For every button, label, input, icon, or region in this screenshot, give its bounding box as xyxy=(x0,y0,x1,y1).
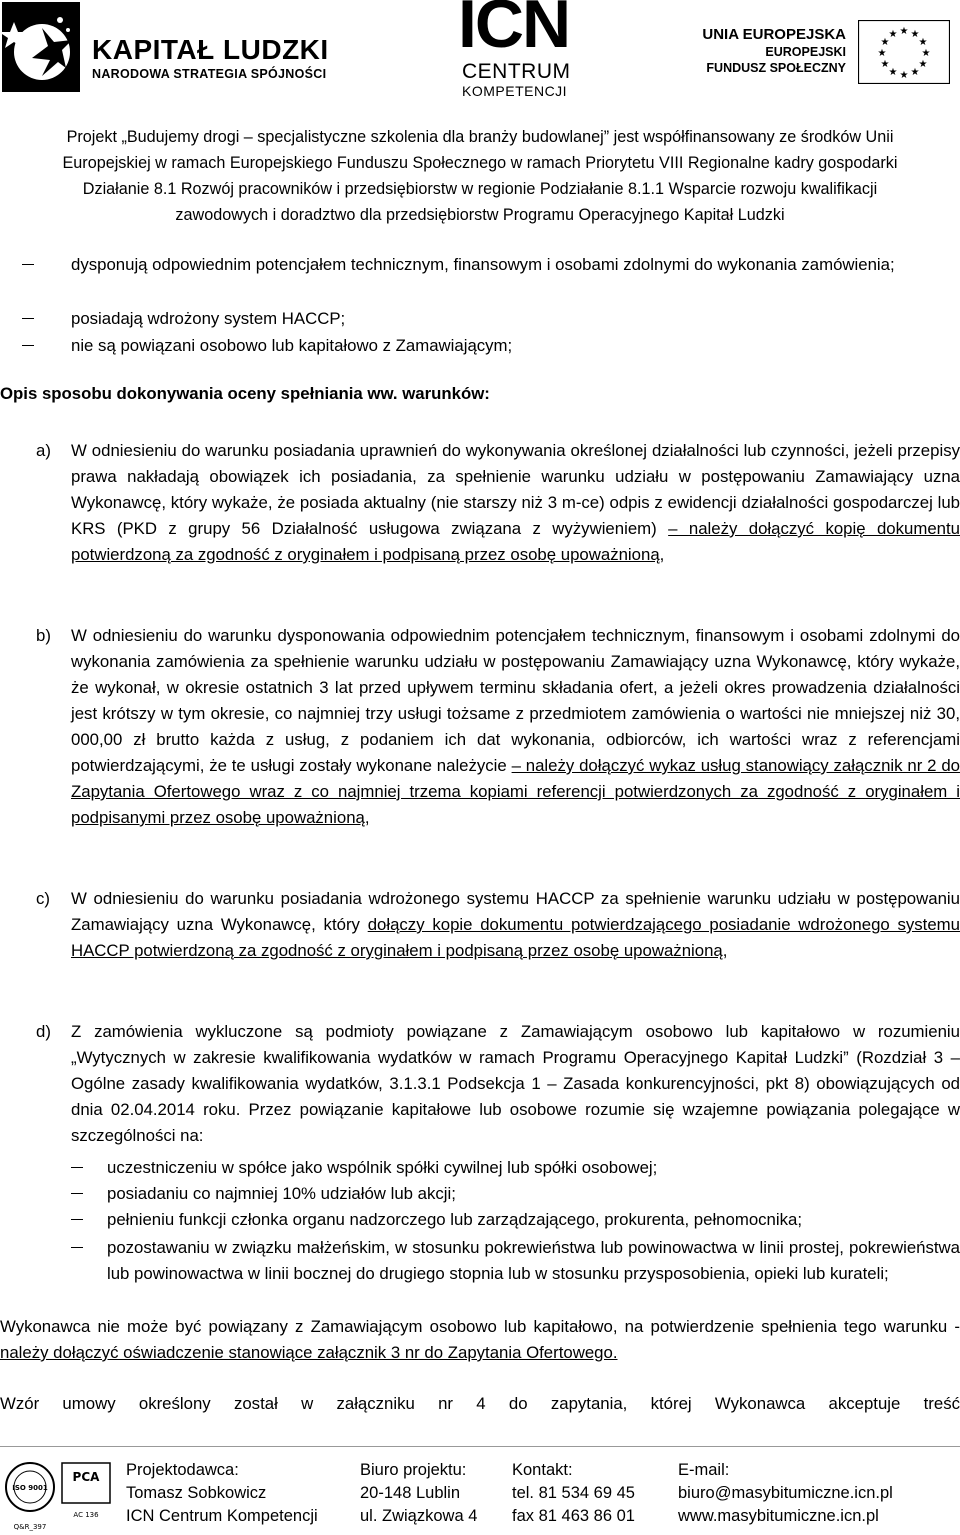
iso-label: ISO 9001 xyxy=(12,1484,48,1492)
condition-text: posiadają wdrożony system HACCP; xyxy=(71,309,346,328)
relation-item xyxy=(71,1155,960,1181)
footer-value: ul. Związkowa 4 xyxy=(360,1507,478,1525)
eu-flag-icon xyxy=(858,20,950,84)
closing-paragraph xyxy=(0,1314,960,1368)
paragraph-body: W odniesieniu do warunku posiadania wdrożonego systemu HACCP za spełnienie warunku udziału w postępowaniu Zamawiający uzna Wykonawcę, który xyxy=(71,889,960,934)
svg-text:★: ★ xyxy=(921,48,931,59)
footer-label: E-mail: xyxy=(678,1461,730,1479)
kapital-ludzki-emblem-icon xyxy=(2,2,80,92)
icn-wordmark: ICN xyxy=(458,0,570,62)
svg-text:★: ★ xyxy=(910,67,920,78)
project-note xyxy=(0,124,960,228)
paragraph-body: W odniesieniu do warunku posiadania uprawnień do wykonywania określonej działalności lub czynności, jeżeli przepisy prawa nakładają obowiązek ich posiadania, za spełnienie warunku udziału w postępowaniu Zamawiający uzna Wykonawcę, który wykaże, że posiada aktualny (nie starszy niż 3 m-ce) odpis z ewidencji działalności gospodarczej lub KRS (PKD z grupy 56 Działalność usługowa związana z wyżywieniem) xyxy=(71,441,960,538)
icn-logo xyxy=(456,0,576,104)
footer-projektodawca xyxy=(126,1459,318,1528)
footer-label: Projektodawca: xyxy=(126,1461,239,1479)
paragraph-tail: , xyxy=(659,545,665,564)
paragraph-body: W odniesieniu do warunku dysponowania odpowiednim potencjałem technicznym, finansowym i osobami zdolnymi do wykonania zamówienia za spełnienie warunku udziału w postępowaniu Zamawiający uzna Wykonawcę, który wykaże, że wykonał, w okresie ostatnich 3 lat przed upływem terminu składania ofert, a jeżeli okres prowadzenia działalności jest krótszy w tym okresie, co najmniej trzy usługi tożsame z przedmiotem zamówienia o wartości nie mniejszej niż 30, 000,00 zł brutto każda z usług, z podaniem ich dat wykonania, odbiorców, ich wartości wraz z referencjami potwierdzającymi, że te usługi zostały wykonane należycie xyxy=(71,626,960,775)
paragraph-text xyxy=(71,886,960,964)
paragraph-a xyxy=(0,438,960,598)
condition-item xyxy=(0,306,960,332)
certification-badges-icon xyxy=(4,1455,116,1535)
relation-text: pełnieniu funkcji członka organu nadzorczego lub zarządzającego, prokurenta, pełnomocnika; xyxy=(107,1210,802,1229)
dash-bullet-icon xyxy=(22,264,34,265)
dash-bullet-icon xyxy=(71,1247,83,1248)
svg-text:★: ★ xyxy=(899,26,909,37)
project-line: Projekt „Budujemy drogi – specjalistyczne szkolenia dla branży budowlanej” jest współfinansowany ze środków Unii xyxy=(66,128,894,146)
project-line: zawodowych i doradztwo dla przedsiębiorstw Programu Operacyjnego Kapitał Ludzki xyxy=(175,206,785,224)
eu-line1: UNIA EUROPEJSKA xyxy=(702,26,846,43)
dash-bullet-icon xyxy=(22,318,34,319)
condition-text: nie są powiązani osobowo lub kapitałowo z Zamawiającym; xyxy=(71,336,513,355)
svg-text:★: ★ xyxy=(899,70,909,81)
paragraph-letter: a) xyxy=(36,441,51,460)
dash-bullet-icon xyxy=(71,1167,83,1168)
relation-item xyxy=(71,1207,960,1233)
svg-text:★: ★ xyxy=(888,29,898,40)
footer-value: 20-148 Lublin xyxy=(360,1484,460,1502)
paragraph-text xyxy=(71,623,960,831)
pca-label: PCA xyxy=(72,1470,100,1484)
paragraph-letter: c) xyxy=(36,889,50,908)
eu-logo xyxy=(700,20,958,90)
dash-bullet-icon xyxy=(71,1219,83,1220)
paragraph-d xyxy=(0,1019,960,1153)
eu-text xyxy=(702,26,846,76)
svg-text:★: ★ xyxy=(918,59,928,70)
closing-body: Wykonawca nie może być powiązany z Zamawiającym osobowo lub kapitałowo, na potwierdzenie spełnienia tego warunku - xyxy=(0,1317,960,1336)
paragraph-letter: b) xyxy=(36,626,51,645)
relation-text: uczestniczeniu w spółce jako wspólnik spółki cywilnej lub spółki osobowej; xyxy=(107,1158,658,1177)
website-link[interactable]: www.masybitumiczne.icn.pl xyxy=(678,1507,879,1525)
footer xyxy=(0,1455,960,1535)
email-link[interactable]: biuro@masybitumiczne.icn.pl xyxy=(678,1484,893,1502)
footer-value: Tomasz Sobkowicz xyxy=(126,1484,267,1502)
paragraph-requirement: – należy dołączyć kopię dokumentu potwierdzoną za zgodność z oryginałem i podpisaną przez osobę upoważnioną xyxy=(71,519,960,564)
qr-label: Q&R_397 xyxy=(13,1523,47,1531)
footer-label: Biuro projektu: xyxy=(360,1461,467,1479)
paragraph-requirement: – należy dołączyć wykaz usług stanowiący załącznik nr 2 do Zapytania Ofertowego wraz z co najmniej trzema kopiami referencji potwierdzonych za zgodność z oryginałem i podpisanymi przez osobę upoważnioną, xyxy=(71,756,960,827)
eu-line3: FUNDUSZ SPOŁECZNY xyxy=(706,61,846,75)
svg-text:★: ★ xyxy=(877,48,887,59)
relation-item xyxy=(71,1181,960,1207)
project-line: Europejskiej w ramach Europejskiego Funduszu Społecznego w ramach Priorytetu VIII Regionalne kadry gospodarki xyxy=(62,154,898,172)
section-heading: Opis sposobu dokonywania oceny spełniania ww. warunków: xyxy=(0,384,490,403)
project-line: Działanie 8.1 Rozwój pracowników i przedsiębiorstw w regionie Podziałanie 8.1.1 Wsparcie rozwoju kwalifikacji xyxy=(82,180,878,198)
footer-email xyxy=(678,1459,893,1528)
condition-text: dysponują odpowiednim potencjałem technicznym, finansowym i osobami zdolnymi do wykonania zamówienia; xyxy=(71,255,895,274)
svg-text:★: ★ xyxy=(880,59,890,70)
paragraph-c xyxy=(0,886,960,996)
svg-text:★: ★ xyxy=(888,67,898,78)
svg-text:★: ★ xyxy=(910,29,920,40)
footer-biuro xyxy=(360,1459,477,1528)
footer-label: Kontakt: xyxy=(512,1461,573,1479)
ac-label: AC 136 xyxy=(73,1511,99,1519)
condition-item xyxy=(0,333,960,359)
paragraph-letter: d) xyxy=(36,1022,51,1041)
footer-kontakt xyxy=(512,1459,635,1528)
footer-phone[interactable]: tel. 81 534 69 45 xyxy=(512,1484,635,1502)
svg-text:★: ★ xyxy=(918,37,928,48)
contract-line: Wzór umowy określony został w załączniku nr 4 do zapytania, której Wykonawca akceptuje treść xyxy=(0,1394,960,1413)
footer-value: ICN Centrum Kompetencji xyxy=(126,1507,318,1525)
paragraph-text xyxy=(71,438,960,568)
icn-kompetencji: KOMPETENCJI xyxy=(462,83,568,99)
dash-bullet-icon xyxy=(71,1193,83,1194)
dash-bullet-icon xyxy=(22,345,34,346)
relation-item xyxy=(71,1235,960,1315)
paragraph-b xyxy=(0,623,960,863)
relation-text: posiadaniu co najmniej 10% udziałów lub akcji; xyxy=(107,1184,456,1203)
closing-requirement: należy dołączyć oświadczenie stanowiące załącznik 3 nr do Zapytania Ofertowego. xyxy=(0,1343,618,1362)
eu-line2: EUROPEJSKI xyxy=(765,45,846,59)
kapital-ludzki-title: KAPITAŁ LUDZKI xyxy=(92,34,329,65)
condition-item xyxy=(0,252,960,304)
kapital-ludzki-logo xyxy=(0,0,329,100)
relation-text: pozostawaniu w związku małżeńskim, w stosunku pokrewieństwa lub powinowactwa w linii prostej, pokrewieństwa lub powinowactwa w linii bocznej do drugiego stopnia lub w stosunku przysposobienia, opieki lub kurateli; xyxy=(107,1238,960,1283)
footer-divider xyxy=(0,1446,960,1447)
paragraph-text: Z zamówienia wykluczone są podmioty powiązane z Zamawiającym osobowo lub kapitałowo w rozumieniu „Wytycznych w zakresie kwalifikowania wydatków w ramach Programu Operacyjnego Kapitał Ludzki” (Rozdział 3 – Ogólne zasady kwalifikowania wydatków, 3.1.3.1 Podsekcja 1 – Zasada konkurencyjności, pkt 8) obowiązujących od dnia 02.04.2014 roku. Przez powiązanie kapitałowe lub osobowe rozumie się wzajemne powiązania polegające w szczególności na: xyxy=(71,1022,960,1145)
paragraph-requirement: dołączy kopie dokumentu potwierdzającego posiadanie wdrożonego systemu HACCP potwierdzoną za zgodność z oryginałem i podpisaną przez osobę upoważnioną, xyxy=(71,915,960,960)
svg-text:★: ★ xyxy=(880,37,890,48)
footer-fax: fax 81 463 86 01 xyxy=(512,1507,635,1525)
kapital-ludzki-subtitle: NARODOWA STRATEGIA SPÓJNOŚCI xyxy=(92,67,327,81)
icn-centrum: CENTRUM xyxy=(462,60,571,83)
